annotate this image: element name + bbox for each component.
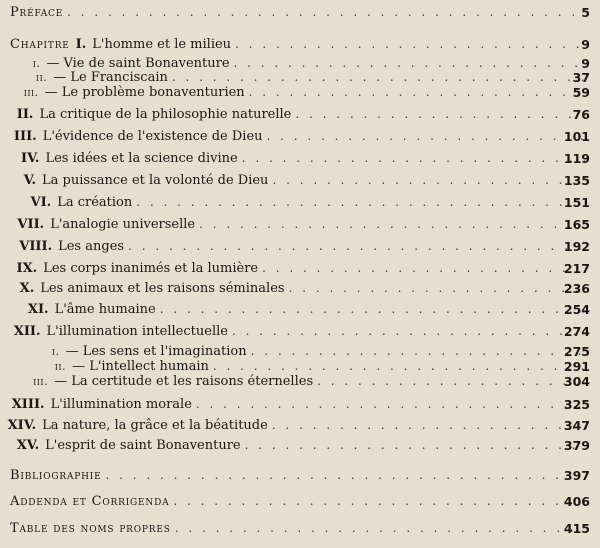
toc-page-number: 217 <box>563 261 590 276</box>
toc-page-number: 59 <box>572 85 590 100</box>
dot-leader <box>295 107 588 121</box>
dot-leader <box>272 418 587 432</box>
dot-leader <box>235 37 586 51</box>
chapter-number: XIII. <box>11 397 45 412</box>
toc-label: Addenda et Corrigenda <box>10 494 170 509</box>
dot-leader <box>232 324 586 338</box>
toc-chapter-row <box>0 195 600 213</box>
chapter-number: XIV. <box>7 418 37 433</box>
toc-label: Bibliographie <box>10 468 102 483</box>
chapter-number: V. <box>23 173 37 188</box>
toc-page-number: 119 <box>563 151 590 166</box>
subsection-title: — Le Franciscain <box>53 70 168 85</box>
toc-preface <box>0 5 600 23</box>
dot-leader <box>199 217 585 231</box>
chapter-number: III. <box>13 129 37 144</box>
subsection-number: i. <box>51 345 60 358</box>
toc-page-number: 379 <box>563 438 590 453</box>
chapter-number: XI. <box>27 302 49 317</box>
chapter-title: La création <box>57 195 133 210</box>
toc-page-number: 254 <box>563 302 590 317</box>
subsection-title: — La certitude et les raisons éternelles <box>54 374 314 389</box>
subsection-title: — L'intellect humain <box>72 359 209 374</box>
chapter-title: Les idées et la science divine <box>45 151 238 166</box>
toc-chapter-row <box>0 151 600 169</box>
dot-leader <box>106 468 583 482</box>
dot-leader <box>172 70 585 84</box>
toc-page-number: 135 <box>563 173 590 188</box>
chapter-title: L'homme et le milieu <box>92 37 232 52</box>
chapter-title: L'esprit de saint Bonaventure <box>45 438 241 453</box>
chapter-number: XII. <box>13 324 41 339</box>
dot-leader <box>249 85 587 99</box>
toc-index-names <box>0 521 600 539</box>
chapter-number: VI. <box>30 195 52 210</box>
chapter-number: II. <box>16 107 34 122</box>
chapter-title: La nature, la grâce et la béatitude <box>42 418 268 433</box>
chapter-number: X. <box>19 281 35 296</box>
toc-page-number: 76 <box>572 107 590 122</box>
toc-page-number: 165 <box>563 217 590 232</box>
toc-chapter-row <box>0 397 600 415</box>
toc-page-number: 275 <box>563 344 590 359</box>
toc-page-number: 151 <box>563 195 590 210</box>
toc-page-number: 397 <box>563 468 590 483</box>
chapter-title: L'évidence de l'existence de Dieu <box>42 129 263 144</box>
chapter-number: VII. <box>17 217 45 232</box>
chapter-number: IV. <box>21 151 40 166</box>
subsection-title: — Les sens et l'imagination <box>65 344 247 359</box>
toc-chapter-row <box>0 37 600 55</box>
toc-chapter-row <box>0 418 600 436</box>
subsection-number: i. <box>32 57 41 70</box>
toc-page-number: 5 <box>581 5 590 20</box>
chapter-title: Les anges <box>58 239 125 254</box>
chapter-title: Les animaux et les raisons séminales <box>40 281 285 296</box>
dot-leader <box>245 438 587 452</box>
toc-page-number: 37 <box>572 70 590 85</box>
toc-page-number: 101 <box>563 129 590 144</box>
dot-leader <box>128 239 583 253</box>
toc-page-number: 415 <box>563 521 590 536</box>
chapter-title: L'illumination intellectuelle <box>46 324 228 339</box>
subsection-number: iii. <box>33 375 49 388</box>
toc-addenda <box>0 494 600 512</box>
chapter-number: IX. <box>16 261 38 276</box>
subsection-title: — Le problème bonaventurien <box>44 85 245 100</box>
chapter-number: VIII. <box>19 239 53 254</box>
chapter-title: La puissance et la volonté de Dieu <box>42 173 269 188</box>
subsection-number: ii. <box>54 360 67 373</box>
dot-leader <box>289 281 588 295</box>
dot-leader <box>242 151 587 165</box>
chapter-title: Les corps inanimés et la lumière <box>43 261 259 276</box>
dot-leader <box>262 261 587 275</box>
toc-page-number: 274 <box>563 324 590 339</box>
toc-chapter-row <box>0 129 600 147</box>
toc-page-number: 347 <box>563 418 590 433</box>
subsection-number: iii. <box>23 86 39 99</box>
dot-leader <box>160 302 585 316</box>
toc-subsection-row <box>0 374 600 392</box>
toc-chapter-row <box>0 107 600 125</box>
toc-page-number: 9 <box>581 56 590 71</box>
toc-chapter-row <box>0 173 600 191</box>
dot-leader <box>136 195 583 209</box>
dot-leader <box>196 397 585 411</box>
toc-chapter-row <box>0 302 600 320</box>
chapter-title: L'illumination morale <box>50 397 192 412</box>
toc-page-number: 304 <box>563 374 590 389</box>
toc-page-number: 236 <box>563 281 590 296</box>
toc-label: Préface <box>10 5 64 20</box>
dot-leader <box>234 56 587 70</box>
toc-chapter-row <box>0 281 600 299</box>
dot-leader <box>67 5 582 19</box>
toc-page-number: 406 <box>563 494 590 509</box>
dot-leader <box>267 129 588 143</box>
toc-page-number: 192 <box>563 239 590 254</box>
dot-leader <box>173 494 584 508</box>
chapter-number: XV. <box>16 438 40 453</box>
toc-subsection-row <box>0 85 600 103</box>
dot-leader <box>175 521 585 535</box>
chapter-number: I. <box>75 37 87 52</box>
dot-leader <box>213 359 586 373</box>
dot-leader <box>251 344 587 358</box>
chapter-title: La critique de la philosophie naturelle <box>39 107 292 122</box>
toc-page-number: 291 <box>563 359 590 374</box>
toc-chapter-row <box>0 438 600 456</box>
toc-label: Table des noms propres <box>10 521 171 536</box>
dot-leader <box>272 173 587 187</box>
toc-bibliography <box>0 468 600 486</box>
toc-page-number: 9 <box>581 37 590 52</box>
toc-chapter-row <box>0 239 600 257</box>
chapter-title: L'âme humaine <box>54 302 156 317</box>
toc-chapter-row <box>0 217 600 235</box>
toc-page-number: 325 <box>563 397 590 412</box>
chapter-word: Chapitre <box>10 37 70 52</box>
dot-leader <box>317 374 588 388</box>
subsection-number: ii. <box>35 71 48 84</box>
toc-chapter-row <box>0 261 600 279</box>
subsection-title: — Vie de saint Bonaventure <box>46 56 230 71</box>
toc-chapter-row <box>0 324 600 342</box>
chapter-title: L'analogie universelle <box>50 217 196 232</box>
